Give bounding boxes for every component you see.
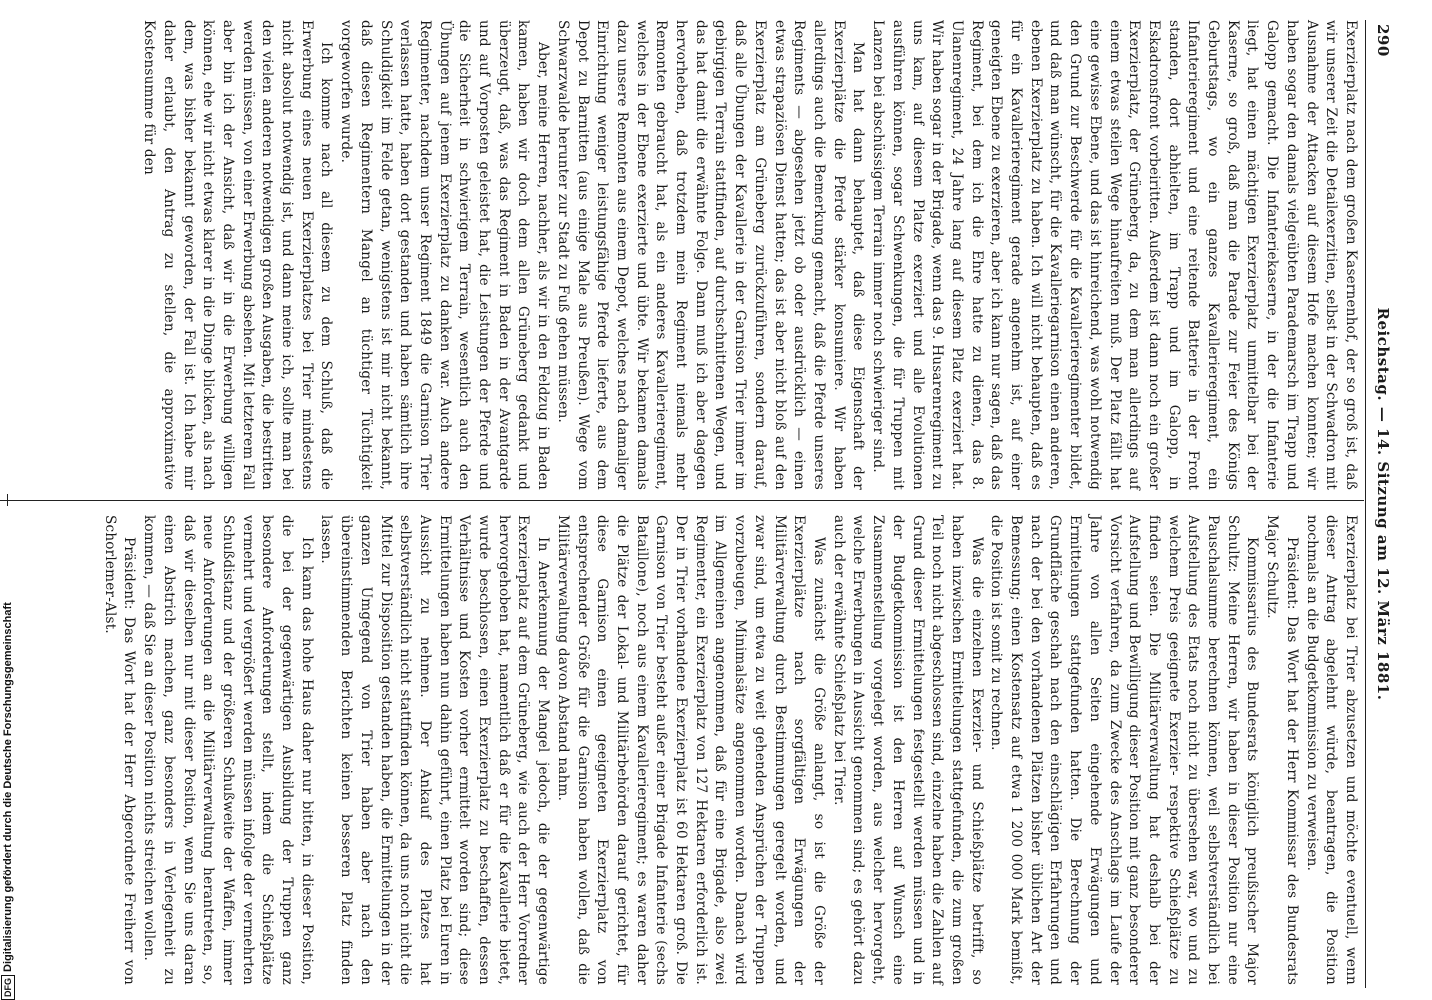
paragraph: Was die einzelnen Exerzier- und Schießplätze betrifft, so haben inzwischen Ermittelungen stattgefunden, die zum großen Teil noch nicht abgeschlossen sind, einzelne haben die Zahlen auf Grund dieser Ermittelungen festgestellt werden müssen und in der Budgetkommission ist den Herren auf Wunsch eine Zusammenstellung vorgelegt worden, aus welcher hervorgeht, welche Erwerbungen in Aussicht genommen sind; es gehört dazu auch der erwähnte Schießplatz bei Trier. — [830, 515, 985, 985]
paragraph: Was zunächst die Größe anlangt, so ist die Größe der Exerzierplätze nach sorgfältigen Erwägungen der Militärverwaltung durch Bestimmungen geregelt worden, und zwar sind, um etwa zu weit gehenden Ansprüchen der Truppen vorzubeugen, Minimalsätze angenommen worden. Danach wird im Allgemeinen angenommen, daß für eine Brigade, also zwei Regimenter, ein Exerzierplatz von 127 Hektaren erforderlich ist. Der in Trier vorhandene Exerzierplatz ist 60 Hektaren groß. Die Garnison von Trier besteht außer einer Brigade Infanterie (sechs Bataillone), noch aus einem Kavallerieregiment; es waren daher die Plätze der Lokal- und Militärbehörden darauf gerichtet, für diese Garnison einen geeigneten Exerzierplatz von entsprechender Größe für die Garnison haben wollen, daß die Militärverwaltung davon Abstand nahm. — [554, 515, 828, 985]
paragraph: Man hat dann behauptet, daß diese Eigenschaft der Exerzierplätze die Pferde stärker konsumiere. Wir haben allerdings auch die Bemerkung gemacht, daß die Pferde unseres Regiments — abgesehen jetzt ob oder ausdrücklich — einen etwas strapaziösen Dienst hatten; das ist aber nicht bloß auf den Exerzierplatz am Grüneberg zurückzuführen, sondern darauf, daß alle Übungen der Kavallerie in der Garnison Trier immer im gebirgigen Terrain stattfinden, auf durchschnittenen Wegen, und das hat damit die erwähnte Folge. Dann muß ich aber dagegen hervorheben, daß trotzdem mein Regiment niemals mehr Remonten gebraucht hat, als ein anderes Kavallerieregiment, welches in der Ebene exerzierte und übte. Wir bekamen damals dazu unsere Remonten aus einem Depot, welches nach damaliger Einrichtung weniger leistungsfähige Pferde lieferte, aus dem Depot zu Barnitten (aus einige Male aus Preußen). Wege vom Schwarzwalde herunter zur Stadt zu Fuß gehen müssen. — [554, 20, 867, 490]
paragraph: Exerzierplatz bei Trier abzusetzen und möchte eventuell, wenn dieser Antrag abgelehnt würde, beantragen, die Position nochmals an die Budgetkommission zu verweisen. — [1303, 515, 1359, 985]
running-title: Reichstag. — 14. Sitzung am 12. März 1881. — [1374, 307, 1392, 701]
dfg-logo: DFG — [1, 975, 15, 1000]
dfg-footer — [0, 0, 16, 1000]
paragraph: In Anerkennung der Mangel jedoch, die der gegenwärtige Exerzierplatz auf dem Grüneberg, wie auch der Herr Vorredner hervorgehoben hat, namentlich daß er für die Kavallerie bietet, wurde beschlossen, einen Exerzierplatz zu beschaffen, dessen Verhältnisse und Kosten vorher ermittelt worden sind; diese Ermittelungen haben nun dahin geführt, einen Platz bei Euren in Aussicht zu nehmen. Der Ankauf des Platzes hat selbstverständlich nicht stattfinden können, da uns noch nicht die Mittel zur Disposition gestanden haben, die Ermittelungen in der ganzen Umgegend von Trier haben aber nach den übereinstimmenden Berichten keinen besseren Platz finden lassen. — [318, 515, 552, 985]
paragraph: Kommissarius des Bundesrats königlich preußischer Major Schultz: Meine Herren, wir haben in dieser Position nur eine Pauschalsumme berechnen können, weil selbstverständlich bei Aufstellung des Etats noch nicht zu übersehen war, wo und zu welchem Preis geeignete Exerzier- respektive Schießplätze zu finden seien. Die Militärverwaltung hat deshalb bei der Aufstellung und Bewilligung dieser Position mit ganz besonderer Vorsicht verfahren, da zum Zwecke des Anschlags im Laufe der Jahre von allen Seiten eingehende Erwägungen und Ermittelungen stattgefunden hatten. Die Berechnung der Grundfläche geschah nach den einschlägigen Erfahrungen und nach der bei den vorhandenen Plätzen bisher üblichen Art der Bemessung; einen Kostensatz auf etwa 1 200 000 Mark bemißt, die Position ist somit zu rechnen. — [988, 515, 1261, 985]
page-header — [1368, 24, 1394, 984]
left-column — [138, 20, 1360, 490]
president-remark: Präsident: Das Wort hat der Herr Abgeordnete Freiherr von Schorlemer-Alst. — [101, 515, 138, 985]
president-remark: Präsident: Das Wort hat der Herr Kommissar des Bundesrats Major Schultz. — [1264, 515, 1300, 985]
column-divider — [0, 500, 1364, 501]
page-number: 290 — [1374, 24, 1392, 57]
paragraph: Ich kann das hohe Haus daher nur bitten, in dieser Position, die bei der gegenwärtigen Ausbildung der Truppen ganz besondere Anforderungen stellt, indem die Schießplätze vermehrt und vergrößert werden müssen infolge der vermehrten Schußdistanz und der größeren Schußweite der Waffen, immer neue Anforderungen an die Militärverwaltung herantreten, so, daß wir dieselben nur mit dieser Position, wenn Sie uns daran einen Abstrich machen, ganz besonders in Verlegenheit zu kommen, — daß Sie an dieser Position nichts streichen wollen. — [141, 515, 315, 985]
paragraph: Aber, meine Herren, nachher, als wir in den Feldzug in Baden kamen, haben wir doch dem allen Grüneberg gedankt und überzeugt, daß, was das Regiment in Baden in der Avantgarde und auf Vorposten geleistet hat, die Leistungen der Pferde und die Sicherheit in schwierigem Terrain, wesentlich auch den Übungen auf jenem Exerzierplatz zu danken war. Auch andere Regimenter, nachdem unser Regiment 1849 die Garnison Trier verlassen hatte, haben dort gestanden und haben sämtlich ihre Schuldigkeit im Felde getan, wenigstens ist mir nicht bekannt, daß diesen Regimentern Mangel an tüchtiger Tüchtigkeit vorgeworfen wurde. — [338, 20, 552, 490]
paragraph: Ich komme nach all diesem zu dem Schluß, daß die Erwerbung eines neuen Exerzierplatzes bei Trier mindestens nicht absolut notwendig ist, und dann meine ich, sollte man bei den vielen anderen notwendigen großen Ausgaben, die bestritten werden müssen, von einer Erwerbung absehen. Mit letzterem Fall aber bin ich der Ansicht, daß wir in die Erwerbung willigen können, ehe wir nicht etwas klarer in die Dinge blicken, als nach dem, was bisher bekannt geworden, der Fall ist. Ich habe mir daher erlaubt, den Antrag zu stellen, die approximative Kostensumme für den — [141, 20, 335, 490]
digitization-credit: Digitalisierung gefördert durch die Deutsche Forschungsgemeinschaft — [2, 602, 14, 972]
paragraph: Exerzierplatz nach dem großen Kasernenhof, der so groß ist, daß wir unserer Zeit die Detailexerzitien, selbst in der Schwadron mit Ausnahme der Attacken auf diesem Hofe machen konnten; wir haben sogar den damals vielgeübten Parademarsch im Trapp und Galopp gemacht. Die Infanteriekaserne, in der die Infanterie liegt, hat einen mächtigen Exerzierplatz unmittelbar bei der Kaserne, so groß, daß man die Parade zur Feier des Königs Geburtstags, wo ein ganzes Kavallerieregiment, ein Infanterieregiment und eine reitende Batterie in der Front standen, dort abhielten, im Trapp und im Galopp, in Eskadronsfront vorbeiritten. Außerdem ist dann noch ein großer Exerzierplatz, der Grüneberg, da, zu dem man allerdings auf einem etwas steilen Wege hinaufreiten muß. Der Platz fällt hat eine gewisse Ebene, und das ist hinreichend, was wohl notwendig den Grund zur Beschwerde für die Kavallerieregimenter bildet, und daß man wünscht, für die Kavalleriegarnison einen anderen, ebenen Exerzierplatz zu haben. Ich will nicht behaupten, daß es für ein Kavallerieregiment gerade angenehm ist, auf einer geneigten Ebene zu exerzieren, aber ich kann nur sagen, daß das Regiment, bei dem ich die Ehre hatte zu dienen, das 8. Ulanenregiment, 24 Jahre lang auf diesem Platz exerziert hat. Wir haben sogar in der Brigade, wenn das 9. Husarenregiment zu uns kam, auf diesem Platze exerziert und alle Evolutionen ausführen können, sogar Schwenkungen, die für Truppen mit Lanzen bei abschüssigem Terrain immer noch schwieriger sind. — [870, 20, 1359, 490]
header-rule — [1365, 20, 1366, 988]
right-column — [99, 515, 1360, 985]
